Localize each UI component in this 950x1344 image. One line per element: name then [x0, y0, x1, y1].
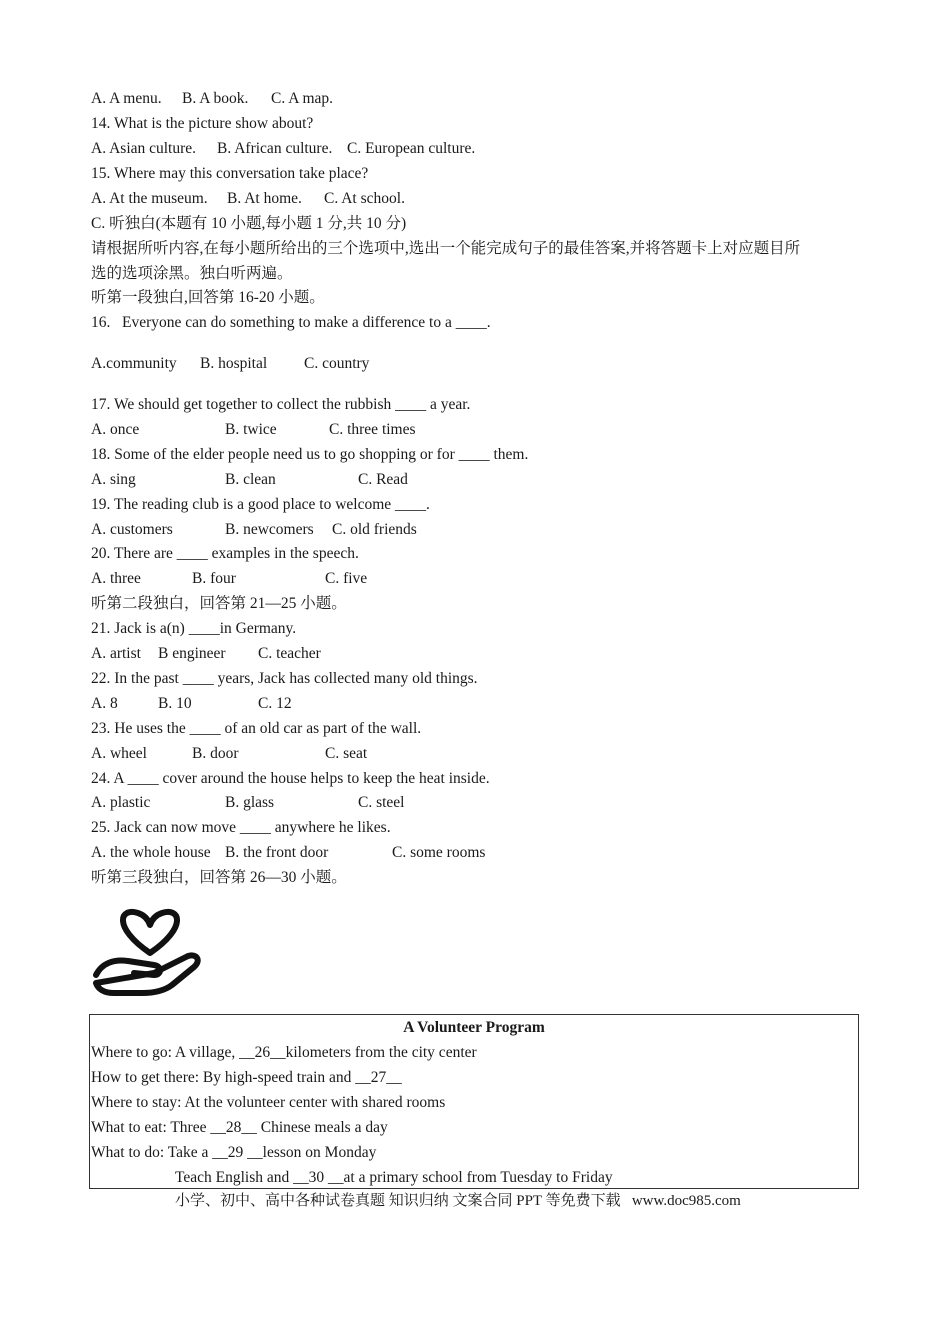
- q25-question: 25. Jack can now move ____ anywhere he likes.: [91, 819, 391, 836]
- q15-question: 15. Where may this conversation take place?: [91, 165, 369, 182]
- q19-option-c: C. old friends: [332, 521, 417, 538]
- section-c-instruction-1: 请根据所听内容,在每小题所给出的三个选项中,选出一个能完成句子的最佳答案,并将答题卡上对应题目所: [91, 240, 801, 257]
- q21-question: 21. Jack is a(n) ____in Germany.: [91, 620, 297, 637]
- part2-heading: 听第二段独白，回答第 21—25 小题。: [91, 595, 347, 612]
- q13-option-a: A. A menu.: [91, 90, 162, 107]
- q24-question: 24. A ____ cover around the house helps to keep the heat inside.: [91, 770, 490, 787]
- q24-option-b: B. glass: [225, 794, 275, 811]
- program-row-what-to-eat: What to eat: Three __28__ Chinese meals a day: [91, 1119, 388, 1136]
- section-c-instruction-2: 选的选项涂黑。独白听两遍。: [91, 265, 293, 282]
- q19-question: 19. The reading club is a good place to welcome ____.: [91, 496, 430, 513]
- q14-option-c: C. European culture.: [347, 140, 476, 157]
- q16-question: 16. Everyone can do something to make a difference to a ____.: [91, 314, 491, 331]
- program-row-where-to-go: Where to go: A village, __26__kilometers from the city center: [91, 1044, 477, 1061]
- program-row-where-to-stay: Where to stay: At the volunteer center with shared rooms: [91, 1094, 446, 1111]
- q19-option-a: A. customers: [91, 521, 173, 538]
- q13-option-c: C. A map.: [271, 90, 334, 107]
- q22-option-c: C. 12: [258, 695, 292, 712]
- q17-option-b: B. twice: [225, 421, 277, 438]
- q20-option-b: B. four: [192, 570, 236, 587]
- q18-question: 18. Some of the elder people need us to go shopping or for ____ them.: [91, 446, 529, 463]
- q15-option-a: A. At the museum.: [91, 190, 208, 207]
- q15-option-b: B. At home.: [227, 190, 302, 207]
- heart-in-hand-icon: [92, 905, 210, 1001]
- section-c-heading: C. 听独白(本题有 10 小题,每小题 1 分,共 10 分): [91, 215, 407, 232]
- part1-heading: 听第一段独白,回答第 16-20 小题。: [91, 289, 325, 306]
- part3-heading: 听第三段独白，回答第 26—30 小题。: [91, 869, 347, 886]
- q16-option-b: B. hospital: [200, 355, 268, 372]
- q21-option-b: B engineer: [158, 645, 226, 662]
- q16-option-c: C. country: [304, 355, 370, 372]
- q25-option-b: B. the front door: [225, 844, 329, 861]
- q14-question: 14. What is the picture show about?: [91, 115, 314, 132]
- program-row-how-to-get: How to get there: By high-speed train and __27__: [91, 1069, 402, 1086]
- q20-option-a: A. three: [91, 570, 141, 587]
- q24-option-c: C. steel: [358, 794, 405, 811]
- q23-option-b: B. door: [192, 745, 239, 762]
- q14-option-b: B. African culture.: [217, 140, 333, 157]
- q19-option-b: B. newcomers: [225, 521, 314, 538]
- program-title: A Volunteer Program: [403, 1019, 545, 1036]
- q22-option-b: B. 10: [158, 695, 192, 712]
- program-row-what-to-do-cont: Teach English and __30 __at a primary school from Tuesday to Friday: [175, 1169, 613, 1186]
- q14-option-a: A. Asian culture.: [91, 140, 197, 157]
- q24-option-a: A. plastic: [91, 794, 151, 811]
- q23-option-c: C. seat: [325, 745, 368, 762]
- q18-option-c: C. Read: [358, 471, 408, 488]
- q15-option-c: C. At school.: [324, 190, 405, 207]
- q21-option-a: A. artist: [91, 645, 141, 662]
- q17-option-c: C. three times: [329, 421, 416, 438]
- q18-option-a: A. sing: [91, 471, 136, 488]
- program-row-what-to-do: What to do: Take a __29 __lesson on Monday: [91, 1144, 377, 1161]
- q22-option-a: A. 8: [91, 695, 118, 712]
- q25-option-c: C. some rooms: [392, 844, 486, 861]
- q23-option-a: A. wheel: [91, 745, 147, 762]
- q20-question: 20. There are ____ examples in the speech.: [91, 545, 359, 562]
- q17-option-a: A. once: [91, 421, 140, 438]
- q22-question: 22. In the past ____ years, Jack has collected many old things.: [91, 670, 478, 687]
- q17-question: 17. We should get together to collect the rubbish ____ a year.: [91, 396, 471, 413]
- q13-option-b: B. A book.: [182, 90, 249, 107]
- q16-option-a: A.community: [91, 355, 177, 372]
- page-footer: 小学、初中、高中各种试卷真题 知识归纳 文案合同 PPT 等免费下载 www.doc985.com: [175, 1193, 741, 1209]
- q20-option-c: C. five: [325, 570, 368, 587]
- q25-option-a: A. the whole house: [91, 844, 211, 861]
- volunteer-program-table: [89, 1014, 859, 1189]
- q23-question: 23. He uses the ____ of an old car as part of the wall.: [91, 720, 422, 737]
- q18-option-b: B. clean: [225, 471, 276, 488]
- q21-option-c: C. teacher: [258, 645, 321, 662]
